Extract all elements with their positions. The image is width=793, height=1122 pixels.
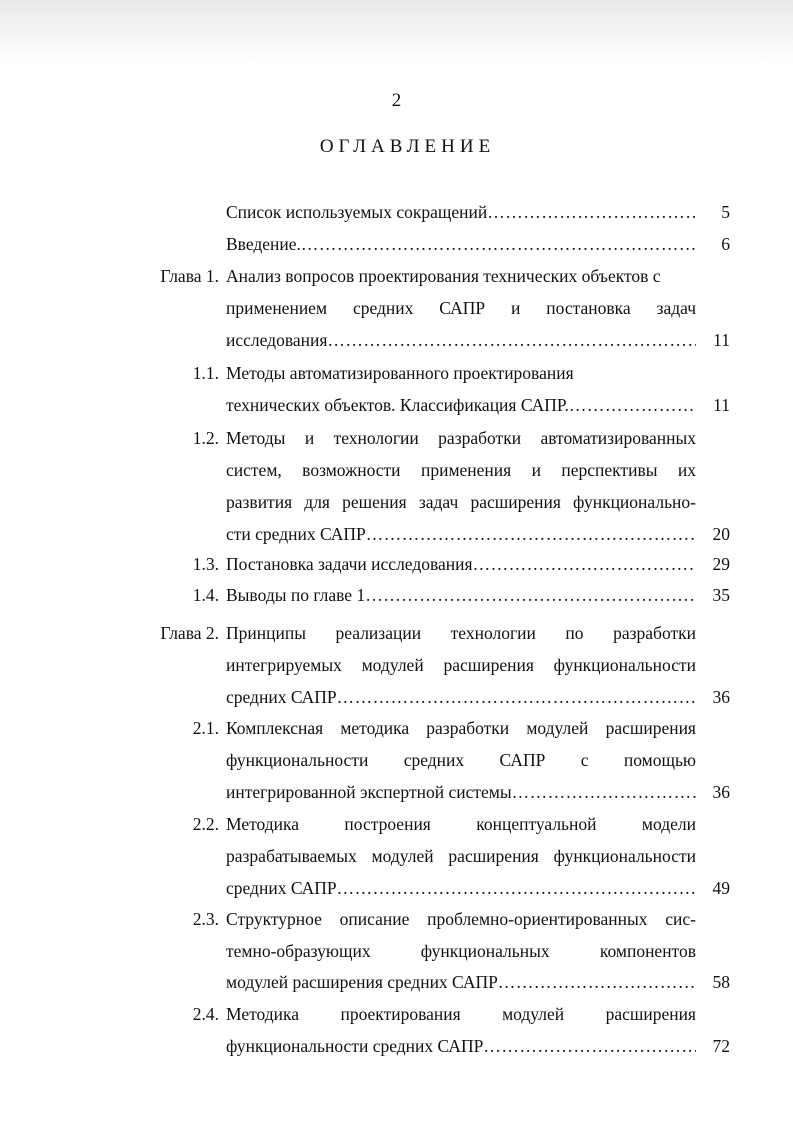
toc-entry-text: Комплексная методика разработки модулей расширения [226, 718, 696, 738]
toc-entry-text: средних САПР [226, 687, 337, 707]
toc-page-number: 29 [712, 554, 730, 574]
toc-entry-text: Методы автоматизированного проектирования [226, 363, 574, 383]
toc-entry-number: 1.1. [192, 363, 219, 383]
toc-entry-section-1-2 [0, 422, 793, 454]
toc-entry-text: Список используемых сокращений [226, 202, 488, 222]
toc-entry-text: интегрированной экспертной системы [226, 782, 512, 802]
toc-entry-section-2-1 [0, 712, 793, 744]
toc-entry-section-2-3 [0, 903, 793, 935]
leader-dots [487, 196, 696, 228]
toc-entry-section-2-2 [0, 808, 793, 840]
leader-dots [569, 389, 696, 421]
toc-entry-number: Глава 2. [160, 623, 219, 643]
page-title: ОГЛАВЛЕНИЕ [319, 136, 496, 157]
toc-entry-abbreviations [0, 196, 793, 228]
toc-entry-text: темно-образующих функциональных компонентов [226, 941, 696, 961]
toc-entry-text: исследования [226, 330, 328, 350]
toc-entry-text: функциональности средних САПР с помощью [226, 750, 696, 770]
leader-dots [473, 548, 696, 580]
toc-entry-chapter-2 [0, 617, 793, 649]
leader-dots [498, 966, 696, 998]
toc-entry-text: интегрируемых модулей расширения функциональности [226, 655, 696, 675]
toc-entry-text: разрабатываемых модулей расширения функциональности [226, 846, 696, 866]
toc-entry-text: модулей расширения средних САПР [226, 972, 498, 992]
toc-entry-number: 1.4. [192, 585, 219, 605]
leader-dots [337, 872, 696, 904]
leader-dots [365, 579, 696, 611]
toc-entry-text: Методика построения концептуальной модели [226, 814, 696, 834]
toc-page-number: 5 [721, 202, 730, 222]
toc-entry-text: Методика проектирования модулей расширения [226, 1004, 696, 1024]
toc-entry-text: функциональности средних САПР [226, 1036, 484, 1056]
leader-dots [483, 1030, 696, 1062]
toc-page-number: 6 [721, 234, 730, 254]
toc-entry-text: Постановка задачи исследования [226, 554, 473, 574]
toc-page-number: 20 [712, 524, 730, 544]
toc-entry-text: Введение. [226, 234, 301, 254]
toc-entry-number: 2.1. [192, 718, 219, 738]
toc-entry-introduction [0, 228, 793, 260]
toc-page-number: 58 [712, 972, 730, 992]
toc-page-number: 36 [712, 782, 730, 802]
toc-entry-chapter-1 [0, 260, 793, 292]
toc-entry-number: 1.2. [192, 428, 219, 448]
toc-entry-section-1-1 [0, 357, 793, 389]
toc-entry-text: Выводы по главе 1 [226, 585, 366, 605]
toc-entry-number: 2.2. [192, 814, 219, 834]
toc-entry-section-2-4 [0, 998, 793, 1030]
toc-entry-section-1-3 [0, 548, 793, 580]
toc-entry-text: Анализ вопросов проектирования технических объектов с [226, 266, 661, 286]
toc-entry-text: средних САПР [226, 878, 337, 898]
toc-page-number: 36 [712, 687, 730, 707]
toc-page-number: 11 [713, 330, 730, 350]
toc-entry-number: 2.3. [192, 909, 219, 929]
toc-page-number: 72 [712, 1036, 730, 1056]
toc-entry-text: Принципы реализации технологии по разработки [226, 623, 696, 643]
toc-entry-text: технических объектов. Классификация САПР. [226, 395, 569, 415]
toc-entry-text: Методы и технологии разработки автоматизированных [226, 428, 696, 448]
leader-dots [512, 776, 696, 808]
leader-dots [301, 228, 696, 260]
toc-page-number: 49 [712, 878, 730, 898]
toc-entry-section-1-4 [0, 579, 793, 611]
toc-entry-text: развития для решения задач расширения функционально- [226, 492, 696, 512]
page-number: 2 [391, 90, 402, 111]
leader-dots [337, 681, 696, 713]
leader-dots [327, 324, 696, 356]
toc-entry-text: систем, возможности применения и перспективы их [226, 460, 696, 480]
toc-page-number: 11 [713, 395, 730, 415]
toc-entry-number: Глава 1. [160, 266, 219, 286]
toc-entry-text: сти средних САПР [226, 524, 366, 544]
toc-entry-text: применением средних САПР и постановка задач [226, 298, 696, 318]
toc-page-number: 35 [712, 585, 730, 605]
toc-entry-number: 2.4. [192, 1004, 219, 1024]
leader-dots [366, 518, 696, 550]
toc-entry-text: Структурное описание проблемно-ориентированных сис- [226, 909, 696, 929]
toc-entry-number: 1.3. [192, 554, 219, 574]
